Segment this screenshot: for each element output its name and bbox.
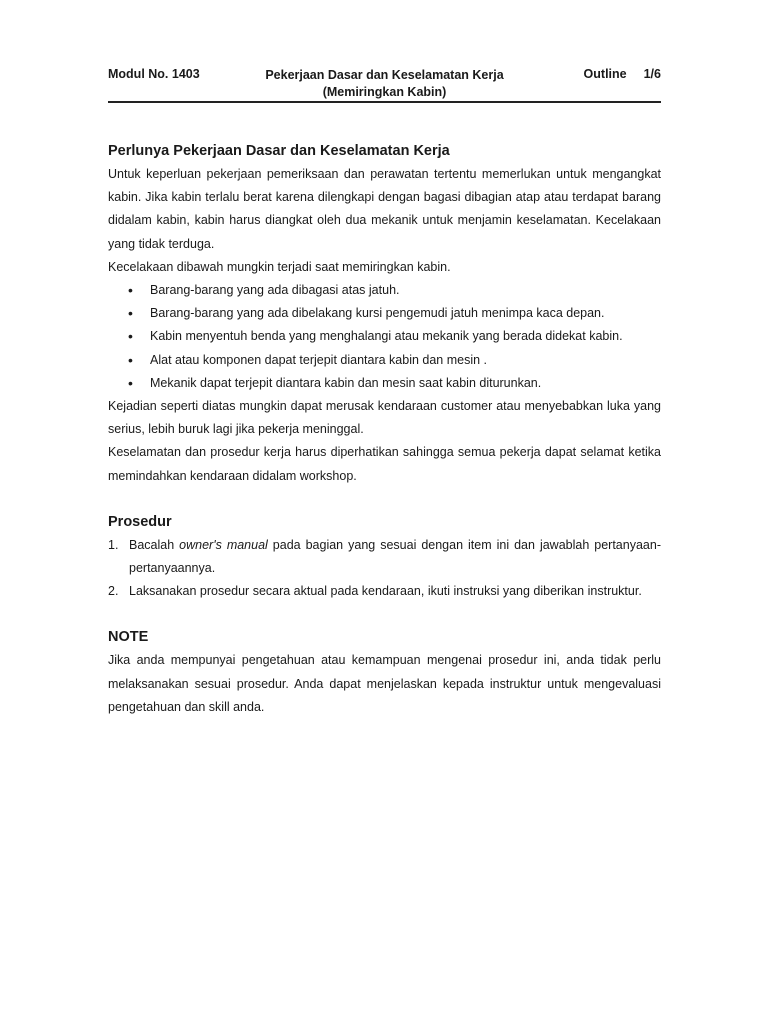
outline-label: Outline (583, 67, 627, 81)
intro-paragraph: Untuk keperluan pekerjaan pemeriksaan dan perawatan tertentu memerlukan untuk mengangkat kabin. Jika kabin terlalu berat karena dilengkapi dengan bagasi dibagian atap atau terdapat barang didalam kabin, kabin harus diangkat oleh dua mekanik untuk menjamin keselamatan. Kecelakaan yang tidak terduga. (108, 167, 661, 251)
step-text-pre: Bacalah (129, 537, 180, 552)
title-line-1: Pekerjaan Dasar dan Keselamatan Kerja (265, 68, 504, 82)
title-line-2: (Memiringkan Kabin) (322, 85, 447, 99)
step-text-post: pada bagian yang sesuai dengan item ini dan jawablah pertanyaan-pertanyaannya. (129, 537, 661, 576)
bullet-item: • Alat atau komponen dapat terjepit diantara kabin dan mesin . (128, 349, 661, 372)
step-number: 1. (108, 537, 119, 552)
note-paragraph: Jika anda mempunyai pengetahuan atau kemampuan mengenai prosedur ini, anda tidak perlu melaksanakan sesuai prosedur. Anda dapat menjelaskan kepada instruktur untuk mengevaluasi pengetahuan dan skill anda. (108, 653, 661, 714)
consequence-paragraph: Kejadian seperti diatas mungkin dapat merusak kendaraan customer atau menyebabkan luka yang serius, lebih buruk lagi jika pekerja meninggal. (108, 399, 661, 437)
document-body (108, 141, 661, 719)
document-title (108, 67, 661, 101)
accident-bullet-list (108, 279, 661, 395)
step-text-emphasis: owner's manual (179, 537, 268, 552)
page-number: 1/6 (643, 67, 661, 81)
outline-page-indicator (584, 67, 661, 81)
bullet-item: • Mekanik dapat terjepit diantara kabin dan mesin saat kabin diturunkan. (128, 372, 661, 395)
bullet-item: • Barang-barang yang ada dibelakang kursi pengemudi jatuh menimpa kaca depan. (128, 302, 661, 325)
section-heading-perlunya: Perlunya Pekerjaan Dasar dan Keselamatan Kerja (108, 143, 450, 159)
procedure-step (108, 534, 661, 580)
procedure-step (108, 580, 661, 603)
section-heading-note: NOTE (108, 629, 149, 646)
page-header (108, 67, 661, 103)
module-number: Modul No. 1403 (108, 67, 200, 81)
step-number: 2. (108, 584, 119, 599)
accident-intro-paragraph: Kecelakaan dibawah mungkin terjadi saat memiringkan kabin. (108, 259, 451, 274)
step-text-pre: Laksanakan prosedur secara aktual pada kendaraan, ikuti instruksi yang diberikan instruktur. (129, 584, 642, 599)
safety-paragraph: Keselamatan dan prosedur kerja harus diperhatikan sahingga semua pekerja dapat selamat ketika memindahkan kendaraan didalam workshop. (108, 445, 661, 483)
header-divider (108, 101, 661, 103)
bullet-item: • Kabin menyentuh benda yang menghalangi atau mekanik yang berada didekat kabin. (128, 325, 661, 348)
section-heading-prosedur: Prosedur (108, 513, 172, 530)
procedure-list (108, 534, 661, 604)
bullet-item: • Barang-barang yang ada dibagasi atas jatuh. (128, 279, 661, 302)
